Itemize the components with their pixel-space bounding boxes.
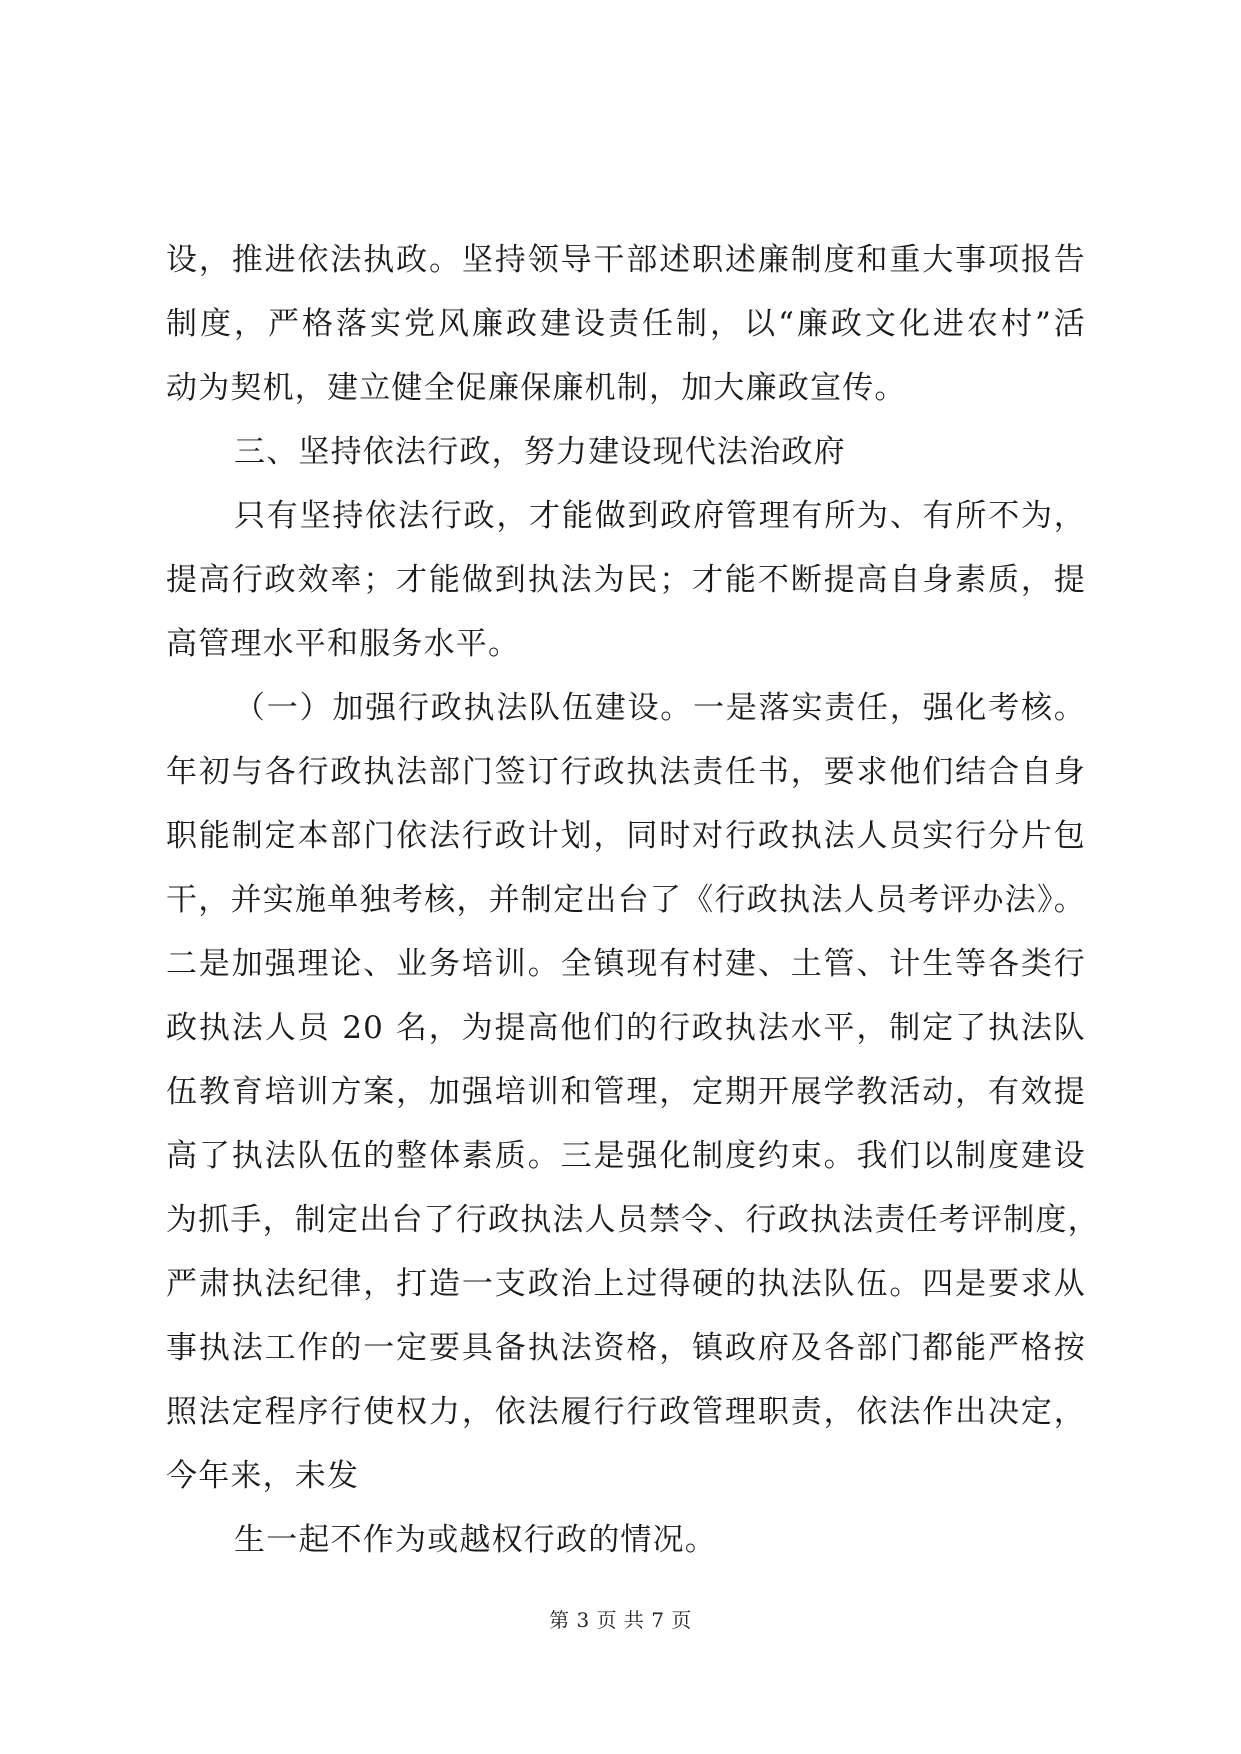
subsection-heading-line: （一）加强行政执法队伍建设。一是落实责任，强化考核。	[234, 690, 1086, 726]
page-footer: 第 3 页 共 7 页	[549, 1608, 692, 1632]
text-line: 生一起不作为或越权行政的情况。	[234, 1522, 717, 1558]
text-line: 事执法工作的一定要具备执法资格，镇政府及各部门都能严格按	[166, 1330, 1086, 1366]
text-line: 设，推进依法执政。坚持领导干部述职述廉制度和重大事项报告	[166, 242, 1086, 278]
text-line: 二是加强理论、业务培训。全镇现有村建、土管、计生等各类行	[166, 946, 1086, 982]
text-line: 严肃执法纪律，打造一支政治上过得硬的执法队伍。四是要求从	[166, 1266, 1086, 1302]
document-body	[166, 228, 1100, 1572]
text-line: 高管理水平和服务水平。	[166, 626, 521, 662]
section-heading: 三、坚持依法行政，努力建设现代法治政府	[234, 434, 846, 470]
text-line: 制度，严格落实党风廉政建设责任制，以“廉政文化进农村”活	[166, 306, 1086, 342]
text-line: 伍教育培训方案，加强培训和管理，定期开展学教活动，有效提	[166, 1074, 1086, 1110]
text-line: 干，并实施单独考核，并制定出台了《行政执法人员考评办法》。	[166, 882, 1086, 918]
text-line: 只有坚持依法行政，才能做到政府管理有所为、有所不为，	[234, 498, 1086, 534]
text-line: 为抓手，制定出台了行政执法人员禁令、行政执法责任考评制度，	[166, 1202, 1100, 1238]
text-line: 职能制定本部门依法行政计划，同时对行政执法人员实行分片包	[166, 818, 1086, 854]
text-line: 动为契机，建立健全促廉保廉机制，加大廉政宣传。	[166, 370, 907, 406]
text-line: 高了执法队伍的整体素质。三是强化制度约束。我们以制度建设	[166, 1138, 1086, 1174]
text-line: 年初与各行政执法部门签订行政执法责任书，要求他们结合自身	[166, 754, 1086, 790]
text-line: 今年来，未发	[166, 1458, 360, 1494]
text-line: 提高行政效率；才能做到执法为民；才能不断提高自身素质，提	[166, 562, 1086, 598]
text-line: 政执法人员 20 名，为提高他们的行政执法水平，制定了执法队	[166, 1010, 1086, 1046]
text-line: 照法定程序行使权力，依法履行行政管理职责，依法作出决定，	[166, 1394, 1086, 1430]
